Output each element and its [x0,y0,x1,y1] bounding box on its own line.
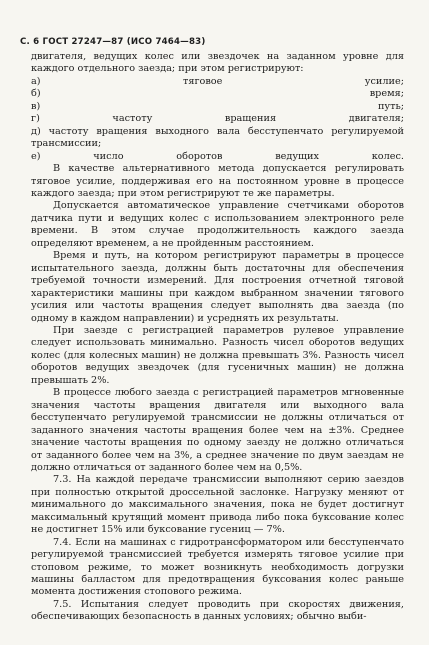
section-7-4: 7.4. Если на машинах с гидротрансформатором или бесступенчато регулируемой трансмиссией требуется измерять тяговое усилие при стоповом режиме, то может возникнуть необходимость догрузки машины балластом для предотвращения буксования колес раньше момента достижения стопового режима. [31,536,404,598]
list-item: в) путь; [31,100,404,112]
list-item: б) время; [31,88,404,100]
paragraph: В процессе любого заезда с регистрацией параметров мгновенные значения частоты вращения двигателя или выходного вала бесступенчато регулируемой трансмиссии не должны отличаться от заданного значения частоты вращения более чем на ±3%. Среднее значение частоты вращения по одному заезду не должно отличаться от заданного более чем на 3%, а среднее значение по двум заездам не должно отличаться от заданного более чем на 0,5%. [31,387,404,473]
page-header: С. 6 ГОСТ 27247—87 (ИСО 7464—83) [20,37,206,47]
list-item: д) частоту вращения выходного вала бесступенчато регулируемой трансмиссии; [31,125,404,150]
paragraph: Допускается автоматическое управление счетчиками оборотов датчика пути и ведущих колес с использованием электронного реле времени. В этом случае продолжительность каждого заезда определяют временем, а не пройденным расстоянием. [31,200,404,249]
page-body [31,51,404,624]
list-item: а) тяговое усилие; [31,75,404,87]
paragraph: В качестве альтернативного метода допускается регулировать тяговое усилие, поддерживая его на постоянном уровне в процессе каждого заезда; при этом регистрируют те же параметры. [31,163,404,199]
section-7-3: 7.3. На каждой передаче трансмиссии выполняют серию заездов при полностью открытой дроссельной заслонке. Нагрузку меняют от минимального до максимального значения, пока не будет достигнут максимальный крутящий момент привода либо пока буксование колес не достигнет 15% или буксование гусениц — 7%. [31,474,404,536]
section-7-5: 7.5. Испытания следует проводить при скоростях движения, обеспечивающих безопасность в данных условиях; обычно выби- [31,598,404,623]
paragraph-continuation: двигателя, ведущих колес или звездочек на заданном уровне для каждого отдельного заезда; при этом регистрируют: [31,51,404,75]
list-item: г) частоту вращения двигателя; [31,113,404,125]
paragraph: При заезде с регистрацией параметров рулевое управление следует использовать минимально. Разность чисел оборотов ведущих колес (для колесных машин) не должна превышать 3%. Разность чисел оборотов ведущих звездочек (для гусеничных машин) не должна превышать 2%. [31,324,404,386]
paragraph: Время и путь, на котором регистрируют параметры в процессе испытательного заезда, должны быть достаточны для обеспечения требуемой точности измерений. Для построения отчетной тяговой характеристики машины при каждом выбранном значении тягового усилия или частоты вращения следует выполнять два заезда (по одному в каждом направлении) и усреднять их результаты. [31,250,404,324]
list-item: е) число оборотов ведущих колес. [31,150,404,162]
